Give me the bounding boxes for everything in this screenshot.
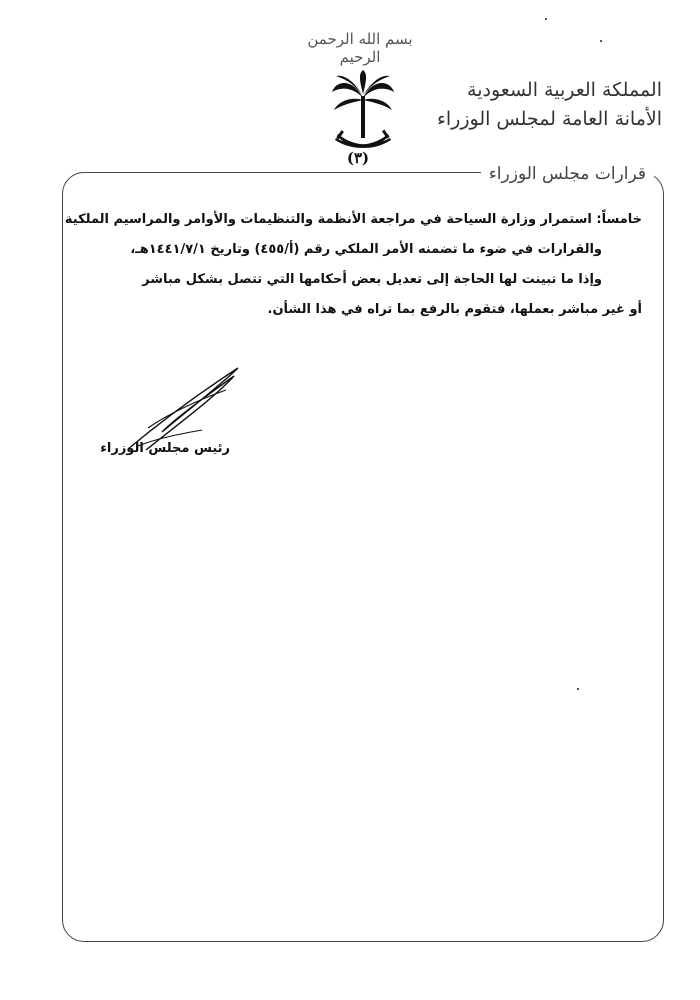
scan-speck xyxy=(600,40,602,42)
body-line-4: أو غير مباشر بعملها، فتقوم بالرفع بما تراه في هذا الشأن. xyxy=(267,302,642,317)
letterhead-secretariat: الأمانة العامة لمجلس الوزراء xyxy=(436,108,662,130)
decision-body xyxy=(64,205,642,325)
saudi-palm-swords-emblem-icon xyxy=(328,68,398,158)
section-heading: خامساً: xyxy=(596,212,642,227)
body-line-3: وإذا ما تبينت لها الحاجة إلى تعديل بعض أحكامها التي تتصل بشكل مباشر xyxy=(142,272,602,287)
body-line-1: استمرار وزارة السياحة في مراجعة الأنظمة والتنظيمات والأوامر والمراسيم الملكية xyxy=(64,212,592,227)
page-number: (٣) xyxy=(346,149,370,167)
basmala: بسم الله الرحمن الرحيم xyxy=(307,30,413,66)
body-line-2: والقرارات في ضوء ما تضمنه الأمر الملكي رقم (أ/٤٥٥) وتاريخ ١٤٤١/٧/١هـ، xyxy=(130,242,602,257)
letterhead xyxy=(432,78,662,132)
frame-label: قرارات مجلس الوزراء xyxy=(481,164,654,184)
letterhead-country: المملكة العربية السعودية xyxy=(467,79,662,101)
body-line xyxy=(64,205,642,235)
signer-title: رئيس مجلس الوزراء xyxy=(100,441,230,456)
scan-speck xyxy=(545,18,547,20)
scan-speck xyxy=(577,688,579,690)
